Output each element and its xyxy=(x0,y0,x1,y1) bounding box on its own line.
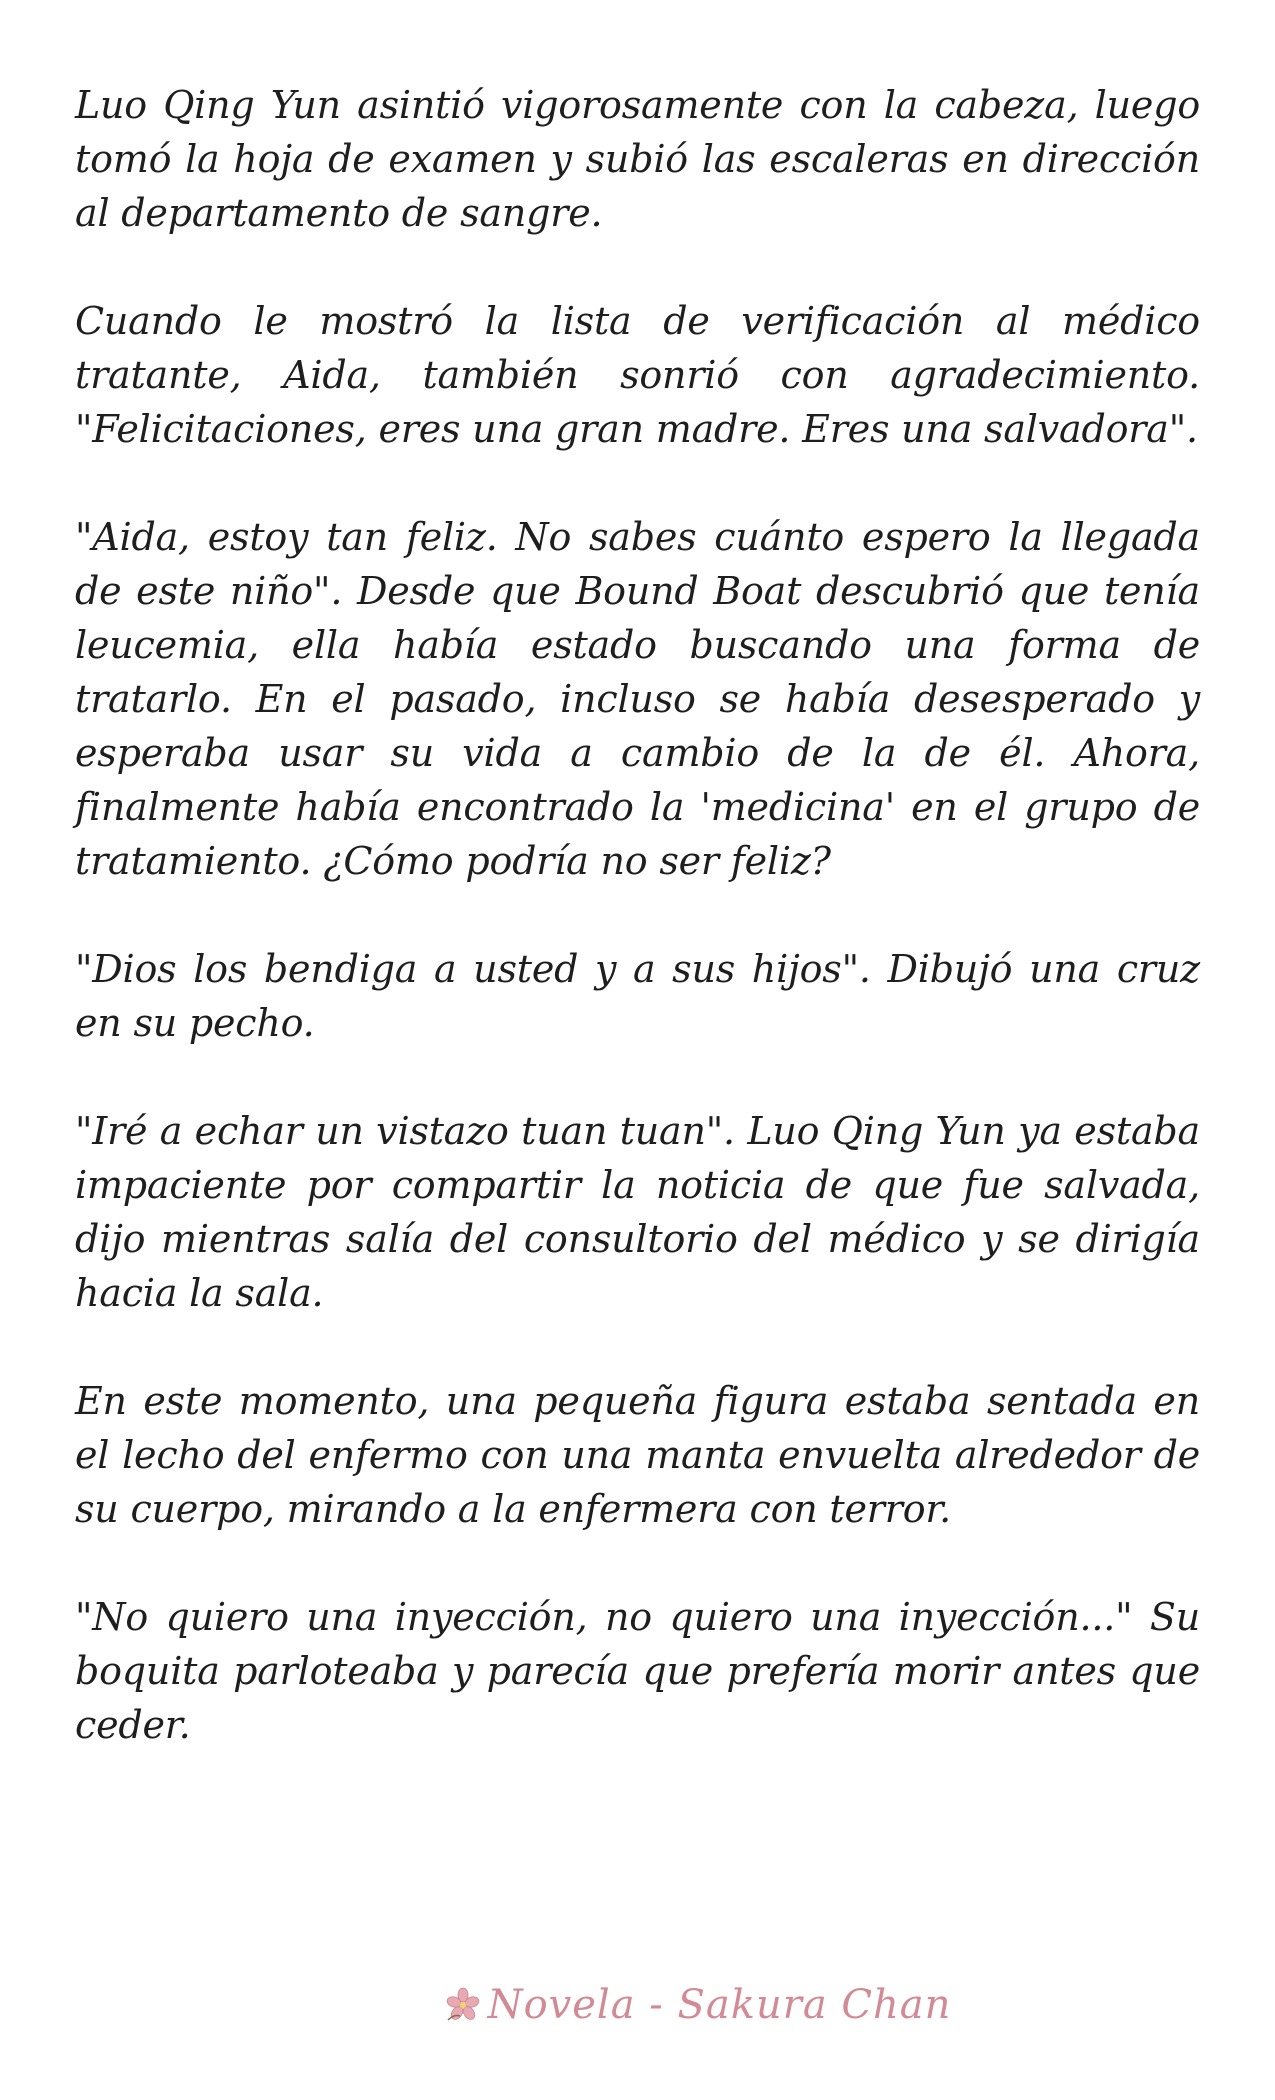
paragraph-3: "Aida, estoy tan feliz. No sabes cuánto espero la llegada de este niño". Desde que Bound Boat descubrió que tenía leucemia, ella había estado buscando una forma de tratarlo. En el pasado, incluso se había desesperado y esperaba usar su vida a cambio de la de él. Ahora, finalmente había encontrado la 'medicina' en el grupo de tratamiento. ¿Cómo podría no ser feliz? xyxy=(75,515,1200,883)
text-body xyxy=(75,78,1200,1806)
paragraph-7: "No quiero una inyección, no quiero una inyección..." Su boquita parloteaba y parecía que prefería morir antes que ceder. xyxy=(75,1595,1200,1747)
paragraph-4: "Dios los bendiga a usted y a sus hijos". Dibujó una cruz en su pecho. xyxy=(75,947,1200,1045)
paragraph-2: Cuando le mostró la lista de verificación al médico tratante, Aida, también sonrió con agradecimiento. "Felicitaciones, eres una gran madre. Eres una salvadora". xyxy=(75,299,1200,451)
paragraph-6: En este momento, una pequeña figura estaba sentada en el lecho del enfermo con una manta envuelta alrededor de su cuerpo, mirando a la enfermera con terror. xyxy=(75,1379,1200,1531)
sakura-blossom-icon xyxy=(444,1986,482,2024)
paragraph-1: Luo Qing Yun asintió vigorosamente con la cabeza, luego tomó la hoja de examen y subió las escaleras en dirección al departamento de sangre. xyxy=(75,83,1200,235)
watermark-text: Novela - Sakura Chan xyxy=(487,1982,952,2028)
footer-inner xyxy=(324,1982,952,2028)
footer-watermark xyxy=(0,1982,1275,2028)
paragraph-5: "Iré a echar un vistazo tuan tuan". Luo Qing Yun ya estaba impaciente por compartir la noticia de que fue salvada, dijo mientras salía del consultorio del médico y se dirigía hacia la sala. xyxy=(75,1109,1200,1315)
